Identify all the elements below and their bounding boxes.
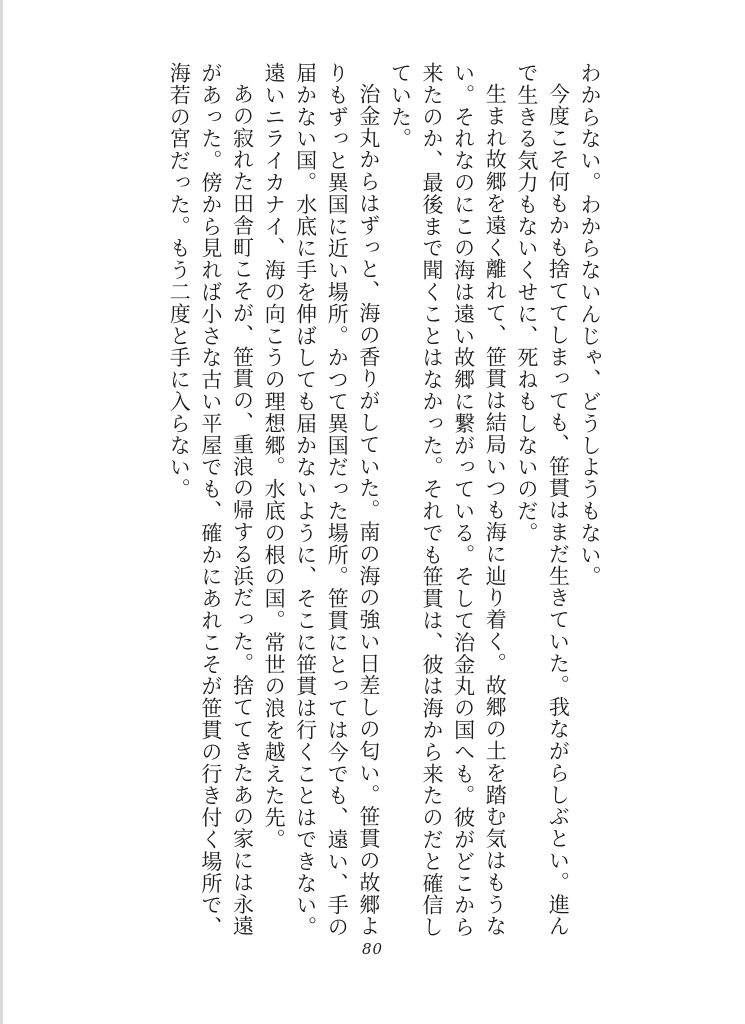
paragraph-5: あの寂れた田舎町こそが、笹貫の、重浪の帰する浜だった。捨ててきたあの家には永遠があった。傍から見れば小さな古い平屋でも、確かにあれこそが笹貫の行き付く場所で、海若の宮だった。もう二度と手に入らない。 xyxy=(167,62,255,938)
paragraph-1: わからない。わからないんじゃ、どうしようもない。 xyxy=(578,62,602,588)
paragraph-2: 今度こそ何もかも捨ててしまっても、笹貫はまだ生きていた。我ながらしぶとい。進んで生きる気力もないくせに、死ねもしないのだ。 xyxy=(514,62,571,938)
vertical-text-block xyxy=(135,62,605,942)
page-number: 80 xyxy=(361,940,384,958)
page-edge xyxy=(0,0,3,1024)
paragraph-4: 治金丸からはずっと、海の香りがしていた。南の海の強い日差しの匂い。笹貫の故郷よりもずっと異国に近い場所。かつて異国だった場所。笹貫にとっては今でも、遠い、手の届かない国。水底に手を伸ばしても届かないように、そこに笹貫は行くことはできない。遠いニライカナイ、海の向こうの理想郷。水底の根の国。常世の浪を越えた先。 xyxy=(262,62,381,938)
paragraph-3: 生まれ故郷を遠く離れて、笹貫は結局いつも海に辿り着く。故郷の土を踏む気はもうない。それなのにこの海は遠い故郷に繋がっている。そして治金丸の国へも。彼がどこから来たのか、最後まで聞くことはなかった。それでも笹貫は、彼は海から来たのだと確信していた。 xyxy=(388,62,508,938)
